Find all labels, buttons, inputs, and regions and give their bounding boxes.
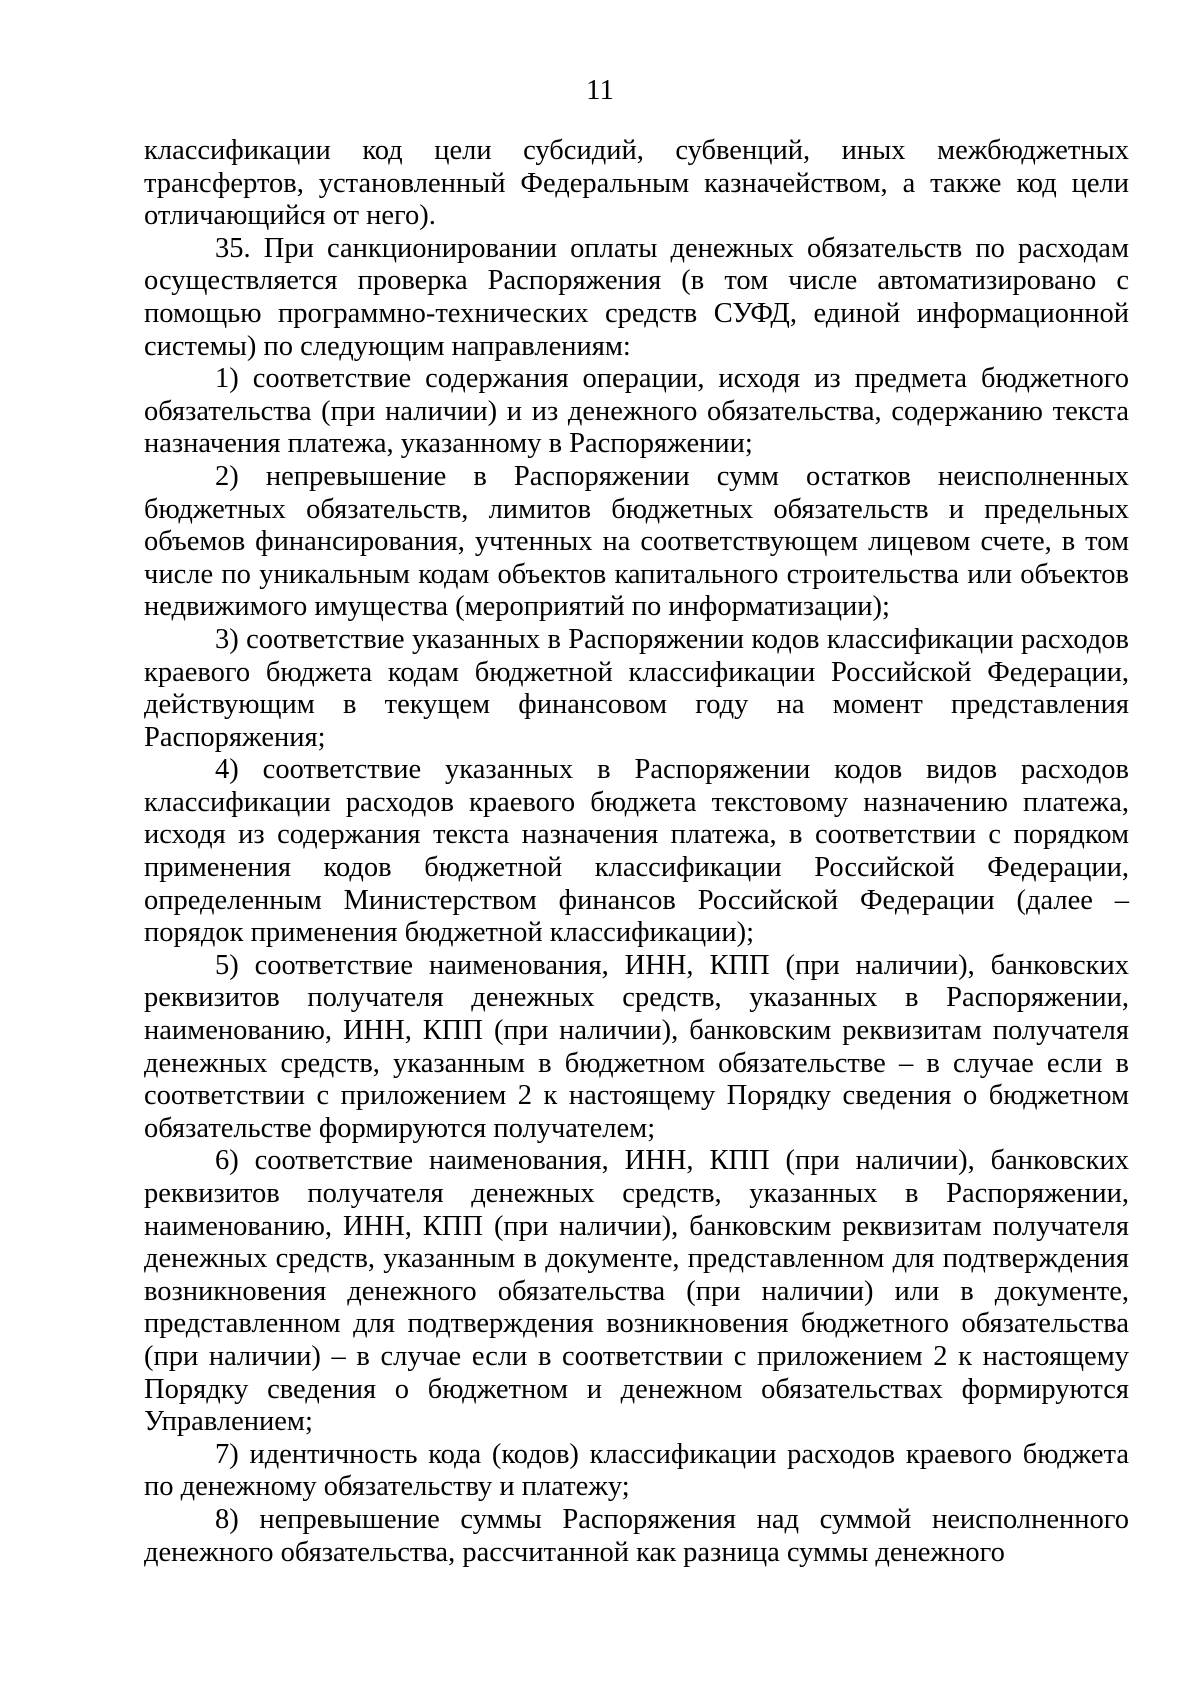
paragraph-subitem-1: 1) соответствие содержания операции, исходя из предмета бюджетного обязательства (при наличии) и из денежного обязательства, содержанию текста назначения платежа, указанному в Распоряжении; [144, 363, 1129, 460]
paragraph-subitem-4: 4) соответствие указанных в Распоряжении кодов видов расходов классификации расходов краевого бюджета текстовому назначению платежа, исходя из содержания текста назначения платежа, в соответствии с порядком применения кодов бюджетной классификации Российской Федерации, определенным Министерством финансов Российской Федерации (далее – порядок применения бюджетной классификации); [144, 754, 1129, 949]
page-number: 11 [586, 74, 614, 106]
paragraph-subitem-6: 6) соответствие наименования, ИНН, КПП (при наличии), банковских реквизитов получателя денежных средств, указанных в Распоряжении, наименованию, ИНН, КПП (при наличии), банковским реквизитам получателя денежных средств, указанным в документе, представленном для подтверждения возникновения денежного обязательства (при наличии) или в документе, представленном для подтверждения возникновения бюджетного обязательства (при наличии) – в случае если в соответствии с приложением 2 к настоящему Порядку сведения о бюджетном и денежном обязательствах формируются Управлением; [144, 1145, 1129, 1438]
document-body [144, 135, 1129, 1569]
paragraph-subitem-7: 7) идентичность кода (кодов) классификации расходов краевого бюджета по денежному обязательству и платежу; [144, 1438, 1129, 1503]
paragraph-item-35: 35. При санкционировании оплаты денежных обязательств по расходам осуществляется проверка Распоряжения (в том числе автоматизировано с помощью программно-технических средств СУФД, единой информационной системы) по следующим направлениям: [144, 232, 1129, 362]
paragraph-subitem-3: 3) соответствие указанных в Распоряжении кодов классификации расходов краевого бюджета кодам бюджетной классификации Российской Федерации, действующим в текущем финансовом году на момент представления Распоряжения; [144, 623, 1129, 753]
paragraph-subitem-8: 8) непревышение суммы Распоряжения над суммой неисполненного денежного обязательства, рассчитанной как разница суммы денежного [144, 1503, 1129, 1568]
paragraph-continuation: классификации код цели субсидий, субвенций, иных межбюджетных трансфертов, установленный Федеральным казначейством, а также код цели отличающийся от него). [144, 135, 1129, 232]
paragraph-subitem-2: 2) непревышение в Распоряжении сумм остатков неисполненных бюджетных обязательств, лимитов бюджетных обязательств и предельных объемов финансирования, учтенных на соответствующем лицевом счете, в том числе по уникальным кодам объектов капитального строительства или объектов недвижимого имущества (мероприятий по информатизации); [144, 460, 1129, 623]
paragraph-subitem-5: 5) соответствие наименования, ИНН, КПП (при наличии), банковских реквизитов получателя денежных средств, указанных в Распоряжении, наименованию, ИНН, КПП (при наличии), банковским реквизитам получателя денежных средств, указанным в бюджетном обязательстве – в случае если в соответствии с приложением 2 к настоящему Порядку сведения о бюджетном обязательстве формируются получателем; [144, 949, 1129, 1144]
